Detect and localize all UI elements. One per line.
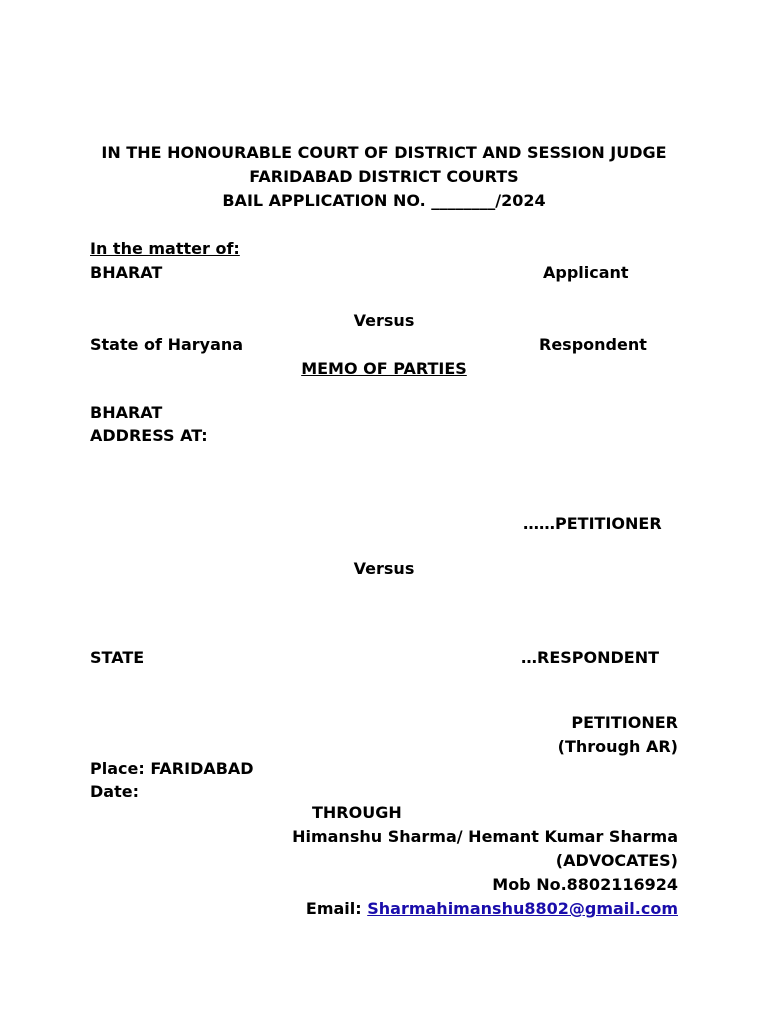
email-link[interactable]: Sharmahimanshu8802@gmail.com xyxy=(367,899,678,918)
court-title: IN THE HONOURABLE COURT OF DISTRICT AND SESSION JUDGE xyxy=(101,143,667,162)
matter-heading: In the matter of: xyxy=(90,239,240,258)
petitioner-name: BHARAT xyxy=(90,403,163,422)
place-label: Place: FARIDABAD xyxy=(90,759,254,778)
advocates-label: (ADVOCATES) xyxy=(555,851,678,870)
email-label: Email: xyxy=(305,899,362,918)
versus-label-memo: Versus xyxy=(353,559,415,578)
mobile-number: Mob No.8802116924 xyxy=(492,875,678,894)
memo-of-parties-title: MEMO OF PARTIES xyxy=(301,359,467,378)
signature-petitioner: PETITIONER xyxy=(571,713,678,732)
respondent-name: State of Haryana xyxy=(90,335,244,354)
respondent-role-memo: …RESPONDENT xyxy=(521,648,660,667)
petitioner-role: ……PETITIONER xyxy=(523,514,662,533)
bail-application-number: BAIL APPLICATION NO. ________/2024 xyxy=(222,191,546,210)
district-court-title: FARIDABAD DISTRICT COURTS xyxy=(249,167,519,186)
advocate-names: Himanshu Sharma/ Hemant Kumar Sharma xyxy=(292,827,678,846)
applicant-name: BHARAT xyxy=(90,263,163,282)
date-label: Date: xyxy=(90,782,139,801)
state-name: STATE xyxy=(90,648,145,667)
respondent-role: Respondent xyxy=(539,335,647,354)
signature-through-ar: (Through AR) xyxy=(557,737,678,756)
email-line xyxy=(306,899,678,919)
address-label: ADDRESS AT: xyxy=(90,426,208,445)
through-label: THROUGH xyxy=(312,803,402,822)
versus-label: Versus xyxy=(353,311,415,330)
applicant-role: Applicant xyxy=(543,263,629,282)
